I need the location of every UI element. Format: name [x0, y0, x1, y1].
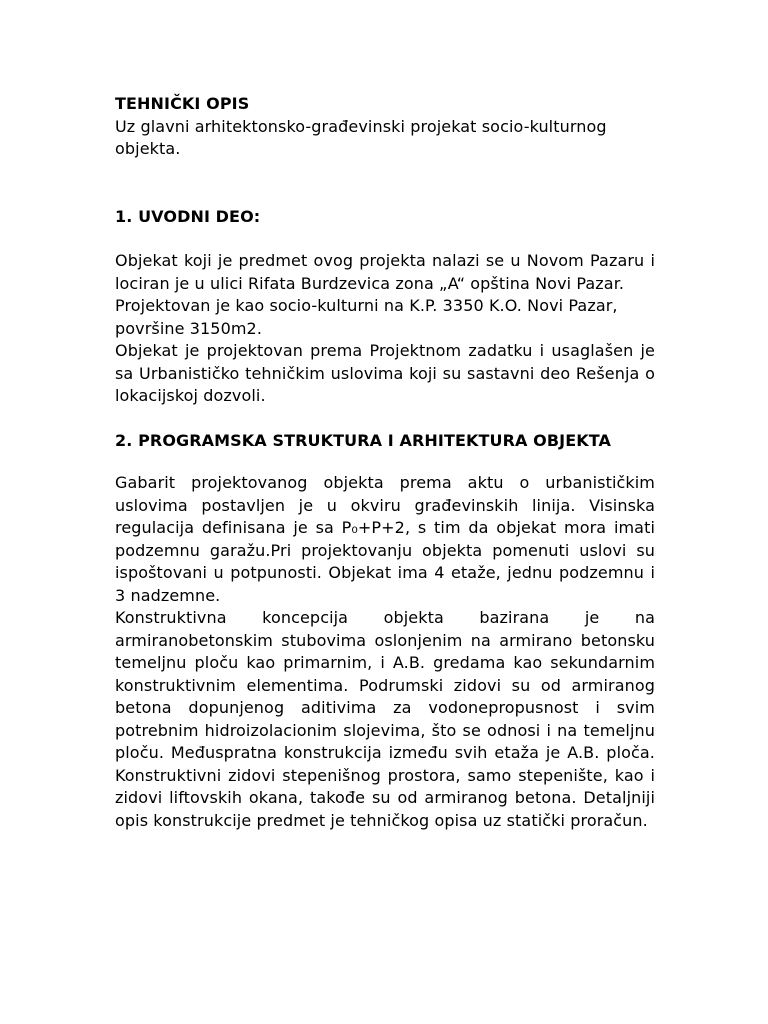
section-1-paragraph: Objekat koji je predmet ovog projekta nalazi se u Novom Pazaru i lociran je u ulici Rifata Burdzevica zona „A“ opština Novi Pazar. [115, 251, 655, 293]
document-body [115, 93, 655, 832]
section-1-heading: 1. UVODNI DEO: [115, 206, 261, 226]
section-1-paragraph: Projektovan je kao socio-kulturni na K.P. 3350 K.O. Novi Pazar, površine 3150m2. [115, 296, 618, 338]
section-1-paragraph: Objekat je projektovan prema Projektnom zadatku i usaglašen je sa Urbanističko tehničkim uslovima koji su sastavni deo Rešenja o lokacijskoj dozvoli. [115, 341, 655, 405]
document-title: TEHNIČKI OPIS [115, 94, 250, 113]
section-2-paragraph: Konstruktivna koncepcija objekta bazirana je na armiranobetonskim stubovima oslonjenim na armirano betonsku temeljnu ploču kao primarnim, i A.B. gredama kao sekundarnim konstruktivnim elementima. Podrumski zidovi su od armiranog betona dopunjenog aditivima za vodonepropusnost i svim potrebnim hidroizolacionim slojevima, što se odnosi i na temeljnu ploču. Međuspratna konstrukcija između svih etaža je A.B. ploča. Konstruktivni zidovi stepenišnog prostora, samo stepenište, kao i zidovi liftovskih okana, takođe su od armiranog betona. Detaljniji opis konstrukcije predmet je tehničkog opisa uz statički proračun. [115, 608, 655, 830]
document-subtitle: Uz glavni arhitektonsko-građevinski projekat socio-kulturnog objekta. [115, 116, 607, 158]
section-2-heading: 2. PROGRAMSKA STRUKTURA I ARHITEKTURA OBJEKTA [115, 430, 612, 450]
section-2-paragraph: Gabarit projektovanog objekta prema aktu o urbanističkim uslovima postavljen je u okviru građevinskih linija. Visinska regulacija definisana je sa P₀+P+2, s tim da objekat mora imati podzemnu garažu.Pri projektovanju objekta pomenuti uslovi su ispoštovani u potpunosti. Objekat ima 4 etaže, jednu podzemnu i 3 nadzemne. [115, 473, 655, 605]
